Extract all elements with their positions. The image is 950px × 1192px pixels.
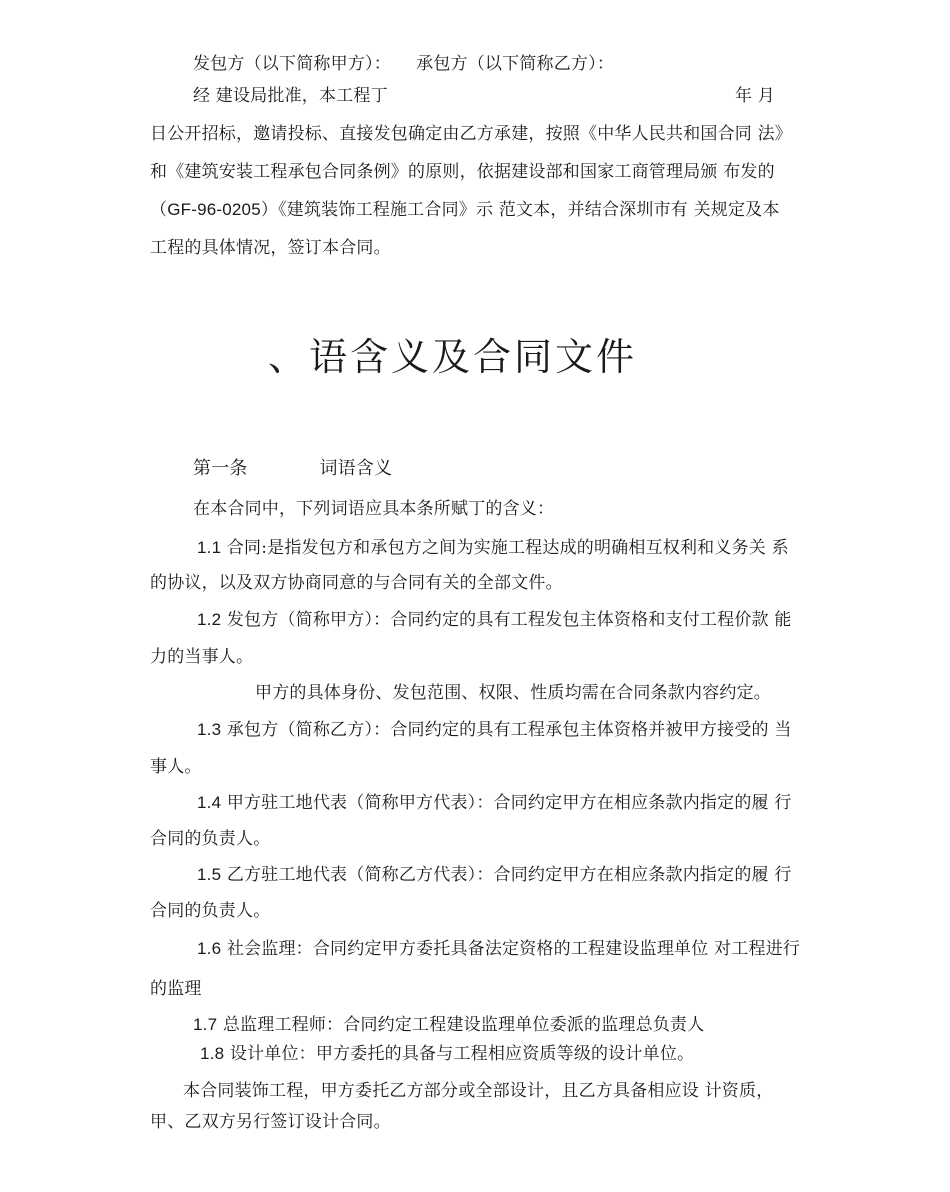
clause-1-2-cont: 力的当事人。 [150, 647, 254, 667]
clause-1-1-cont: 的协议，以及双方协商同意的与合同有关的全部文件。 [150, 573, 563, 593]
clause-number: 1.5 [197, 865, 222, 884]
clause-1-3-cont: 事人。 [150, 757, 202, 777]
article-heading [193, 458, 392, 480]
intro-line-1 [193, 53, 614, 75]
article-number: 第一条 [193, 458, 248, 479]
clause-1-7 [193, 1014, 704, 1036]
intro-line-5 [150, 199, 780, 221]
party-b-label: 承包方（以下简称乙方）： [416, 54, 615, 74]
clause-1-2 [197, 609, 792, 631]
clause-1-2-note: 甲方的具体身份、发包范围、权限、性质均需在合同条款内容约定。 [255, 683, 771, 703]
clause-text: 甲方驻工地代表（简称甲方代表）：合同约定甲方在相应条款内指定的履 行 [221, 793, 792, 813]
section-title: 、语含义及合同文件 [268, 335, 638, 379]
intro-line-6: 工程的具体情况，签订本合同。 [150, 238, 391, 258]
closing-line-1: 本合同装饰工程，甲方委托乙方部分或全部设计，且乙方具备相应设 计资质， [183, 1081, 774, 1101]
clause-1-3 [197, 719, 792, 741]
clause-1-1 [197, 537, 789, 559]
clause-number: 1.2 [197, 610, 222, 629]
clause-1-5-cont: 合同的负责人。 [150, 901, 271, 921]
clause-1-5 [197, 864, 792, 886]
clause-text: 合同:是指发包方和承包方之间为实施工程达成的明确相互权利和义务关 系 [221, 538, 789, 558]
clause-text: 总监理工程师：合同约定工程建设监理单位委派的监理总负责人 [217, 1015, 705, 1035]
clause-number: 1.7 [193, 1015, 218, 1034]
clause-1-6-cont: 的监理 [150, 979, 202, 999]
clause-1-8 [200, 1043, 694, 1065]
intro-line-5-rest: ）《建筑装饰工程施工合同》示 范文本，并结合深圳市有 关规定及本 [260, 200, 780, 220]
intro-line-2b: 年 月 [735, 86, 776, 106]
intro-line-4: 和《建筑安装工程承包合同条例》的原则，依据建设部和国家工商管理局颁 布发的 [150, 162, 775, 182]
party-a-label: 发包方（以下简称甲方）： [193, 54, 391, 74]
closing-line-2: 甲、乙双方另行签订设计合同。 [150, 1112, 391, 1132]
clause-1-4 [197, 792, 792, 814]
paren-open: （ [150, 200, 168, 220]
article-name: 词语含义 [319, 458, 393, 479]
clause-number: 1.4 [197, 793, 222, 812]
clause-text: 承包方（简称乙方）：合同约定的具有工程承包主体资格并被甲方接受的 当 [221, 720, 792, 740]
clause-number: 1.8 [200, 1044, 225, 1063]
clause-number: 1.6 [197, 939, 222, 958]
standard-code: GF-96-0205 [167, 200, 261, 219]
clause-number: 1.1 [197, 538, 222, 557]
clause-1-4-cont: 合同的负责人。 [150, 829, 271, 849]
article-lead: 在本合同中，下列词语应具本条所赋丁的含义： [193, 499, 555, 519]
clause-text: 发包方（简称甲方）：合同约定的具有工程发包主体资格和支付工程价款 能 [221, 610, 792, 630]
clause-number: 1.3 [197, 720, 222, 739]
clause-text: 设计单位：甲方委托的具备与工程相应资质等级的设计单位。 [224, 1044, 695, 1064]
clause-text: 社会监理：合同约定甲方委托具备法定资格的工程建设监理单位 对工程进行 [221, 939, 801, 959]
clause-text: 乙方驻工地代表（简称乙方代表）：合同约定甲方在相应条款内指定的履 行 [221, 865, 792, 885]
intro-line-2a: 经 建设局批准，本工程丁 [193, 86, 388, 106]
clause-1-6 [197, 938, 800, 960]
intro-line-3: 日公开招标，邀请投标、直接发包确定由乙方承建，按照《中华人民共和国合同 法》 [150, 124, 793, 144]
